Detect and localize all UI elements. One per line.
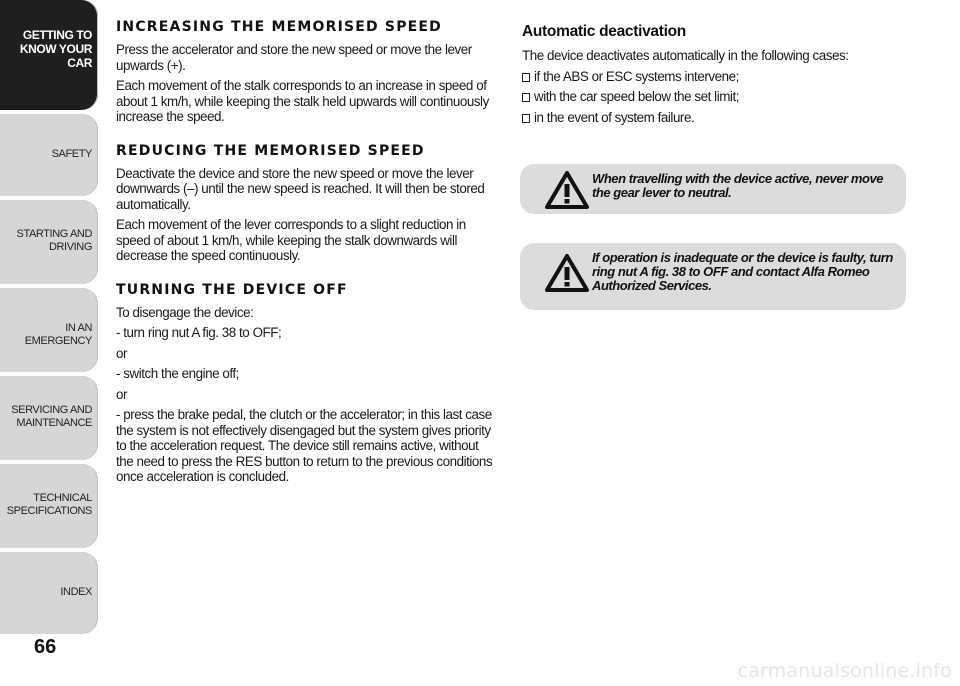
- tab-starting-and-driving[interactable]: [0, 200, 98, 284]
- warning-box: [520, 164, 906, 214]
- list-item: [522, 69, 907, 85]
- section-heading-turning-device-off: TURNING THE DEVICE OFF: [116, 281, 348, 298]
- tab-servicing-and-maintenance[interactable]: [0, 376, 98, 460]
- paragraph: Press the accelerator and store the new speed or move the lever upwards (+).: [116, 42, 472, 73]
- list-item: [522, 89, 907, 105]
- tab-label: SAFETY: [51, 148, 92, 160]
- tab-label: IN AN EMERGENCY: [24, 322, 92, 347]
- left-column: [116, 18, 496, 490]
- tab-label: GETTING TO KNOW YOUR CAR: [19, 28, 92, 70]
- warning-text: When travelling with the device active, never move the gear lever to neutral.: [592, 171, 884, 200]
- tab-label: TECHNICAL SPECIFICATIONS: [6, 492, 92, 517]
- paragraph: - press the brake pedal, the clutch or the accelerator; in this last case the system is not effectively disengaged but the system gives priority to the acceleration request. The device still remains active, without the need to press the RES button to return to the previous conditions once acceleration is concluded.: [116, 407, 493, 484]
- checkbox-bullet-icon: [522, 93, 530, 102]
- warning-triangle-icon: [544, 253, 590, 293]
- tab-index[interactable]: [0, 552, 98, 634]
- paragraph: To disengage the device:: [116, 304, 254, 320]
- paragraph: Each movement of the lever corresponds to a slight reduction in speed of about 1 km/h, while keeping the stalk downwards will decrease the speed continuously.: [116, 217, 466, 263]
- watermark: carmanualsonline.info: [737, 660, 952, 682]
- paragraph: Deactivate the device and store the new speed or move the lever downwards (–) until the new speed is reached. It will then be stored automatically.: [116, 165, 485, 212]
- list-item-text: if the ABS or ESC systems intervene;: [534, 68, 739, 84]
- section-heading-reducing-speed: REDUCING THE MEMORISED SPEED: [116, 142, 425, 159]
- paragraph: - switch the engine off;: [116, 366, 239, 381]
- subheading-automatic-deactivation: Automatic deactivation: [522, 23, 686, 40]
- paragraph: or: [116, 345, 128, 361]
- checkbox-bullet-icon: [522, 114, 530, 123]
- warning-text: If operation is inadequate or the device is faulty, turn ring nut A fig. 38 to OFF and contact Alfa Romeo Authorized Services.: [592, 250, 893, 293]
- tab-label: INDEX: [60, 586, 92, 598]
- warning-box: [520, 243, 906, 310]
- list-item-text: in the event of system failure.: [534, 109, 695, 125]
- paragraph: Each movement of the stalk corresponds to an increase in speed of about 1 km/h, while keeping the stalk held upwards will continuously increase the speed.: [116, 78, 489, 124]
- list-item-text: with the car speed below the set limit;: [534, 89, 739, 104]
- page-number: 66: [34, 636, 57, 658]
- tab-getting-to-know-your-car[interactable]: [0, 0, 98, 110]
- section-heading-increasing-speed: INCREASING THE MEMORISED SPEED: [116, 19, 443, 35]
- checkbox-bullet-icon: [522, 73, 530, 82]
- right-column: [522, 22, 907, 130]
- tab-safety[interactable]: [0, 114, 98, 196]
- paragraph: or: [116, 386, 128, 402]
- tab-in-an-emergency[interactable]: [0, 288, 98, 372]
- paragraph: - turn ring nut A fig. 38 to OFF;: [116, 325, 282, 340]
- tab-label: SERVICING AND MAINTENANCE: [11, 404, 92, 429]
- chapter-sidebar: [0, 0, 100, 640]
- tab-label: STARTING AND DRIVING: [16, 228, 92, 253]
- warning-triangle-icon: [544, 170, 590, 210]
- paragraph: The device deactivates automatically in the following cases:: [522, 48, 849, 63]
- tab-technical-specifications[interactable]: [0, 464, 98, 548]
- list-item: [522, 110, 907, 126]
